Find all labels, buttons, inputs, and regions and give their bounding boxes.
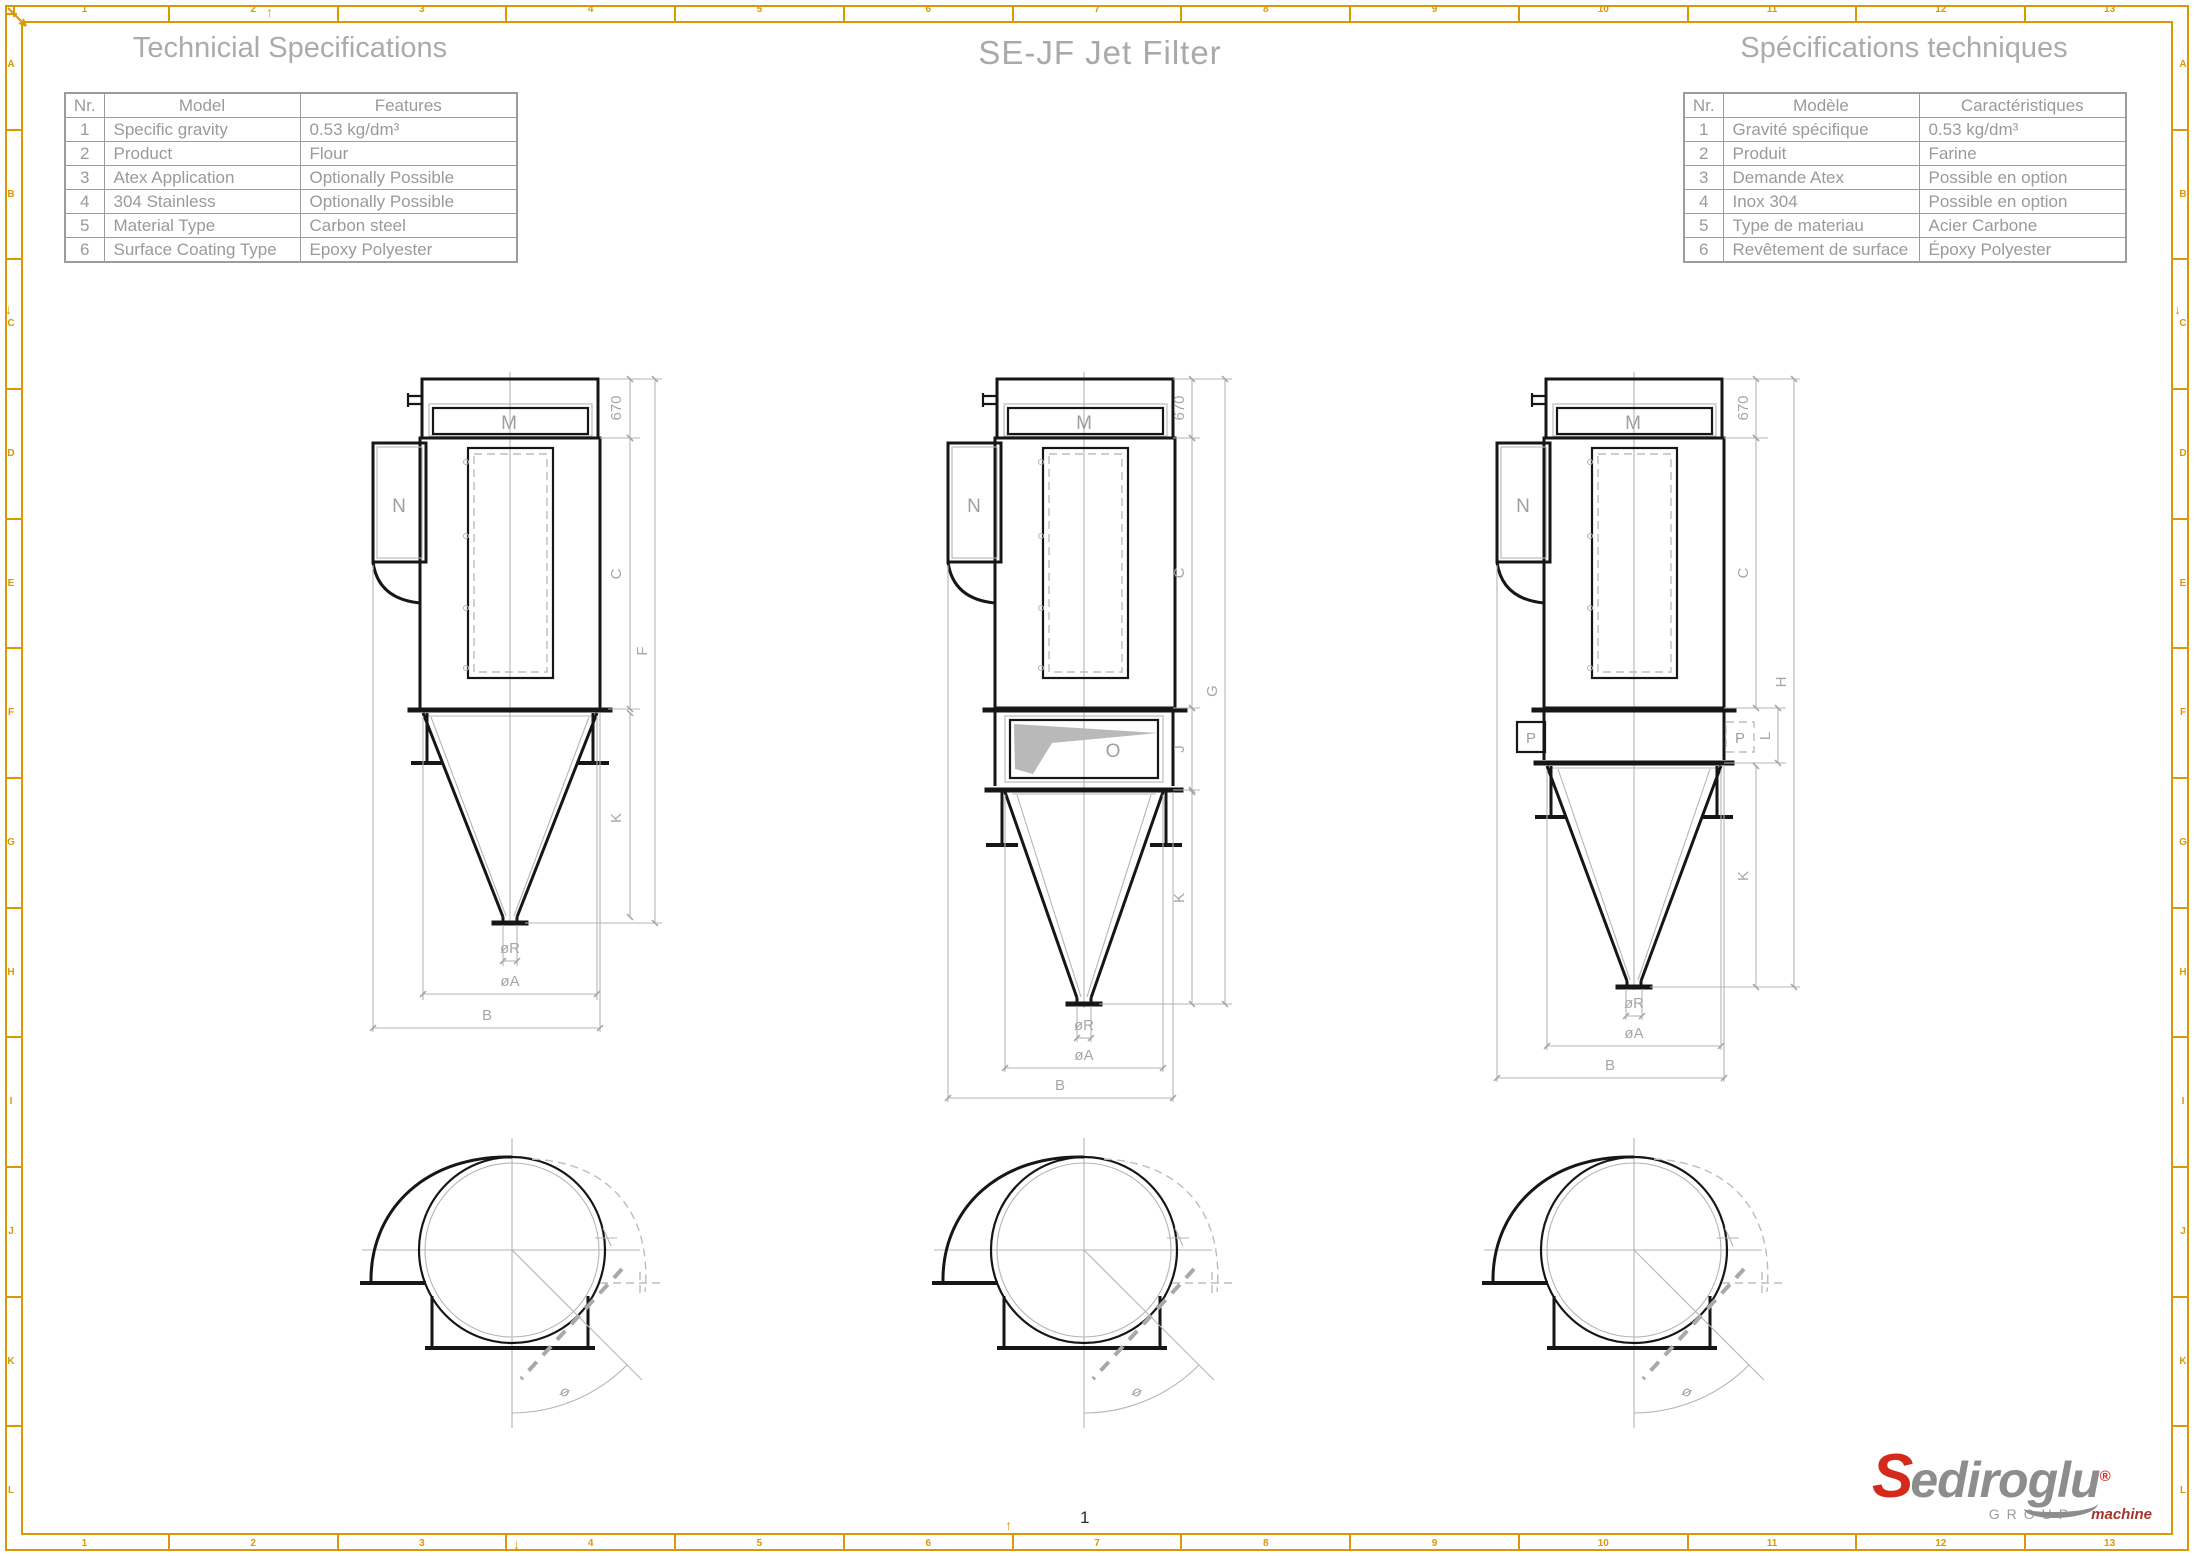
table-cell: Produit [1723,142,1919,166]
ruler-tick [505,5,507,22]
table-cell: 4 [1684,190,1723,214]
ruler-zone-letter-left: J [8,1225,14,1237]
registered-mark: ® [2099,1468,2111,1485]
table-cell: Material Type [104,214,300,238]
ruler-zone-letter-left: L [7,1485,15,1497]
dim-B: B [481,1007,493,1024]
dim-C: C [1735,567,1752,579]
label-outlet-N: N [392,496,406,517]
ruler-tick [337,5,339,22]
ruler-zone-letter-left: G [7,836,15,848]
table-cell: Époxy Polyester [1919,238,2126,263]
col-header: Caractéristiques [1919,93,2126,118]
ruler-zone-letter-right: K [2179,1355,2187,1367]
ruler-zone-letter-right: A [2179,58,2187,70]
ruler-zone-number-top: 13 [2104,4,2116,15]
table-cell: 6 [1684,238,1723,263]
dim-L: L [1757,731,1774,741]
dim-oR: øR [1074,1017,1094,1034]
brand-initial: S [1872,1442,1911,1511]
table-cell: 5 [65,214,104,238]
ruler-zone-letter-right: G [2179,836,2187,848]
fold-mark-arrow-down-icon: ↓ [513,1536,520,1552]
ruler-tick [5,1166,22,1168]
fold-mark-arrow-up-icon: ↑ [266,4,273,20]
fold-mark-arrow-left-icon: ↓ [5,301,12,317]
ruler-tick [5,647,22,649]
ruler-tick [843,5,845,22]
ruler-zone-letter-right: D [2179,447,2187,459]
dim-J: J [1171,745,1188,753]
ruler-zone-letter-right: C [2179,318,2187,330]
dim-K: K [1735,870,1752,882]
ruler-zone-letter-right: J [2180,1225,2186,1237]
ruler-zone-letter-left: D [7,447,15,459]
table-cell: 3 [65,166,104,190]
ruler-tick [337,1534,339,1551]
ruler-zone-letter-left: B [7,188,15,200]
table-cell: Farine [1919,142,2126,166]
ruler-zone-number-top: 2 [250,4,256,15]
dim-K: K [608,812,625,824]
page-number: 1 [1080,1508,1090,1527]
brand-machine-label: machine [2091,1506,2152,1523]
dim-H: H [1773,676,1790,688]
dim-670: 670 [608,395,625,421]
table-cell: Product [104,142,300,166]
table-cell: Epoxy Polyester [300,238,517,263]
dim-oA: øA [1074,1047,1094,1064]
table-row [1684,238,2126,263]
ruler-zone-number-bottom: 8 [1262,1538,1269,1549]
dim-C: C [608,568,625,580]
table-cell: 4 [65,190,104,214]
label-door-M: M [501,413,517,434]
table-row [1684,118,2126,142]
corner-mark-icon [4,4,34,34]
ruler-zone-number-bottom: 5 [756,1538,763,1549]
ruler-tick [505,1534,507,1551]
ruler-zone-letter-left: F [7,707,15,719]
ruler-zone-letter-left: A [7,58,15,70]
ruler-tick [5,777,22,779]
ruler-zone-letter-left: H [7,966,15,978]
ruler-tick [2172,647,2189,649]
dim-oR: øR [500,940,520,957]
col-header: Nr. [65,93,104,118]
label-rotation-angle: ø [557,1382,573,1402]
table-cell: 304 Stainless [104,190,300,214]
ruler-zone-number-bottom: 4 [587,1538,594,1549]
table-cell: 2 [65,142,104,166]
ruler-tick [5,1425,22,1427]
ruler-zone-number-bottom: 2 [250,1538,256,1549]
ruler-zone-number-top: 6 [925,4,931,15]
ruler-tick [2172,518,2189,520]
ruler-zone-number-bottom: 1 [81,1538,88,1549]
ruler-zone-number-bottom: 9 [1431,1538,1438,1549]
ruler-tick [2172,777,2189,779]
label-door-M: M [1625,413,1641,434]
ruler-zone-number-top: 4 [587,4,594,15]
ruler-tick [2172,1166,2189,1168]
ruler-zone-letter-right: I [2181,1096,2185,1108]
ruler-zone-number-top: 8 [1262,4,1269,15]
table-cell: Specific gravity [104,118,300,142]
brand-group-label: GROUP [1988,1506,2076,1522]
table-title-english: Technicial Specifications [132,32,448,64]
table-cell: Revêtement de surface [1723,238,1919,263]
col-header: Model [104,93,300,118]
ruler-tick [2172,1296,2189,1298]
table-cell: Possible en option [1919,166,2126,190]
ruler-zone-number-top: 1 [81,4,88,15]
ruler-tick [1518,1534,1520,1551]
ruler-zone-number-top: 12 [1935,4,1947,15]
col-header: Nr. [1684,93,1723,118]
ruler-tick [5,1296,22,1298]
ruler-zone-letter-left: C [7,318,15,330]
ruler-zone-number-top: 9 [1431,4,1438,15]
dim-oR: øR [1624,995,1644,1012]
table-row [65,214,517,238]
dim-C: C [1171,567,1188,579]
dim-G: G [1204,685,1221,697]
table-cell: 0.53 kg/dm³ [300,118,517,142]
ruler-zone-number-top: 3 [419,4,425,15]
ruler-tick [1012,5,1014,22]
ruler-tick [1180,5,1182,22]
spec-table-french [1683,92,2127,263]
label-door-M: M [1076,413,1092,434]
ruler-tick [1855,5,1857,22]
ruler-tick [1687,5,1689,22]
ruler-zone-number-top: 10 [1597,4,1609,15]
table-cell: Optionally Possible [300,166,517,190]
label-discharge-O: O [1105,741,1121,762]
table-cell: 6 [65,238,104,263]
table-row [65,118,517,142]
table-cell: 1 [1684,118,1723,142]
table-cell: Gravité spécifique [1723,118,1919,142]
table-row [1684,190,2126,214]
table-cell: 2 [1684,142,1723,166]
ruler-tick [2172,1036,2189,1038]
ruler-tick [1518,5,1520,22]
ruler-tick [1349,1534,1351,1551]
ruler-zone-number-top: 11 [1766,4,1778,15]
table-row [65,142,517,166]
ruler-tick [5,907,22,909]
ruler-tick [5,129,22,131]
ruler-zone-letter-left: I [9,1096,13,1108]
ruler-zone-number-bottom: 3 [419,1538,425,1549]
ruler-zone-number-bottom: 6 [925,1538,931,1549]
col-header: Modèle [1723,93,1919,118]
table-row [1684,166,2126,190]
table-cell: Acier Carbone [1919,214,2126,238]
fold-mark-arrow-right-icon: ↓ [2174,301,2181,317]
table-cell: Optionally Possible [300,190,517,214]
label-P-left: P [1525,730,1537,747]
table-cell: Atex Application [104,166,300,190]
ruler-tick [1855,1534,1857,1551]
ruler-zone-number-top: 5 [756,4,763,15]
table-cell: 1 [65,118,104,142]
ruler-zone-letter-left: K [7,1355,15,1367]
ruler-tick [2172,907,2189,909]
table-row [1684,214,2126,238]
ruler-tick [1180,1534,1182,1551]
ruler-tick [5,1036,22,1038]
ruler-tick [674,1534,676,1551]
ruler-tick [674,5,676,22]
ruler-tick [843,1534,845,1551]
table-cell: 5 [1684,214,1723,238]
label-outlet-N: N [967,496,981,517]
ruler-zone-letter-right: B [2179,188,2187,200]
ruler-zone-letter-right: H [2179,966,2187,978]
ruler-zone-number-bottom: 7 [1094,1538,1100,1549]
ruler-zone-letter-right: E [2179,577,2187,589]
ruler-zone-number-top: 7 [1094,4,1100,15]
dim-670: 670 [1735,395,1752,421]
table-cell: Demande Atex [1723,166,1919,190]
spec-table-english [64,92,518,263]
ruler-tick [5,388,22,390]
table-cell: Inox 304 [1723,190,1919,214]
ruler-tick [2172,1425,2189,1427]
ruler-tick [2172,129,2189,131]
ruler-zone-number-bottom: 10 [1597,1538,1609,1549]
ruler-tick [2024,1534,2026,1551]
ruler-tick [1012,1534,1014,1551]
table-cell: Carbon steel [300,214,517,238]
table-title-french: Spécifications techniques [1740,32,2068,64]
dim-670: 670 [1171,395,1188,421]
table-cell: 3 [1684,166,1723,190]
ruler-zone-number-bottom: 12 [1935,1538,1947,1549]
page-title: SE-JF Jet Filter [978,34,1222,71]
table-cell: Type de materiau [1723,214,1919,238]
ruler-tick [1687,1534,1689,1551]
dim-B: B [1054,1077,1066,1094]
ruler-tick [5,518,22,520]
fold-mark-arrow-up-icon: ↑ [1005,1517,1012,1533]
table-row [65,238,517,263]
ruler-zone-letter-left: E [7,577,15,589]
table-row [65,166,517,190]
label-outlet-N: N [1516,496,1530,517]
ruler-tick [5,258,22,260]
ruler-tick [2172,388,2189,390]
ruler-tick [2024,5,2026,22]
ruler-tick [168,1534,170,1551]
ruler-zone-number-bottom: 13 [2104,1538,2116,1549]
table-cell: Flour [300,142,517,166]
brand-name: ediroglu [1910,1452,2100,1508]
dim-B: B [1604,1057,1616,1074]
dim-oA: øA [1624,1025,1644,1042]
ruler-tick [2172,258,2189,260]
table-cell: 0.53 kg/dm³ [1919,118,2126,142]
ruler-zone-number-bottom: 11 [1766,1538,1778,1549]
ruler-zone-letter-right: L [2179,1485,2187,1497]
table-row [1684,142,2126,166]
dim-F: F [634,646,651,656]
dim-oA: øA [500,973,520,990]
col-header: Features [300,93,517,118]
ruler-zone-letter-right: F [2179,707,2187,719]
ruler-tick [168,5,170,22]
label-P-right: P [1734,730,1746,747]
ruler-tick [1349,5,1351,22]
table-row [65,190,517,214]
dim-K: K [1171,892,1188,904]
table-cell: Possible en option [1919,190,2126,214]
table-cell: Surface Coating Type [104,238,300,263]
brand-logo [1872,1442,2152,1528]
